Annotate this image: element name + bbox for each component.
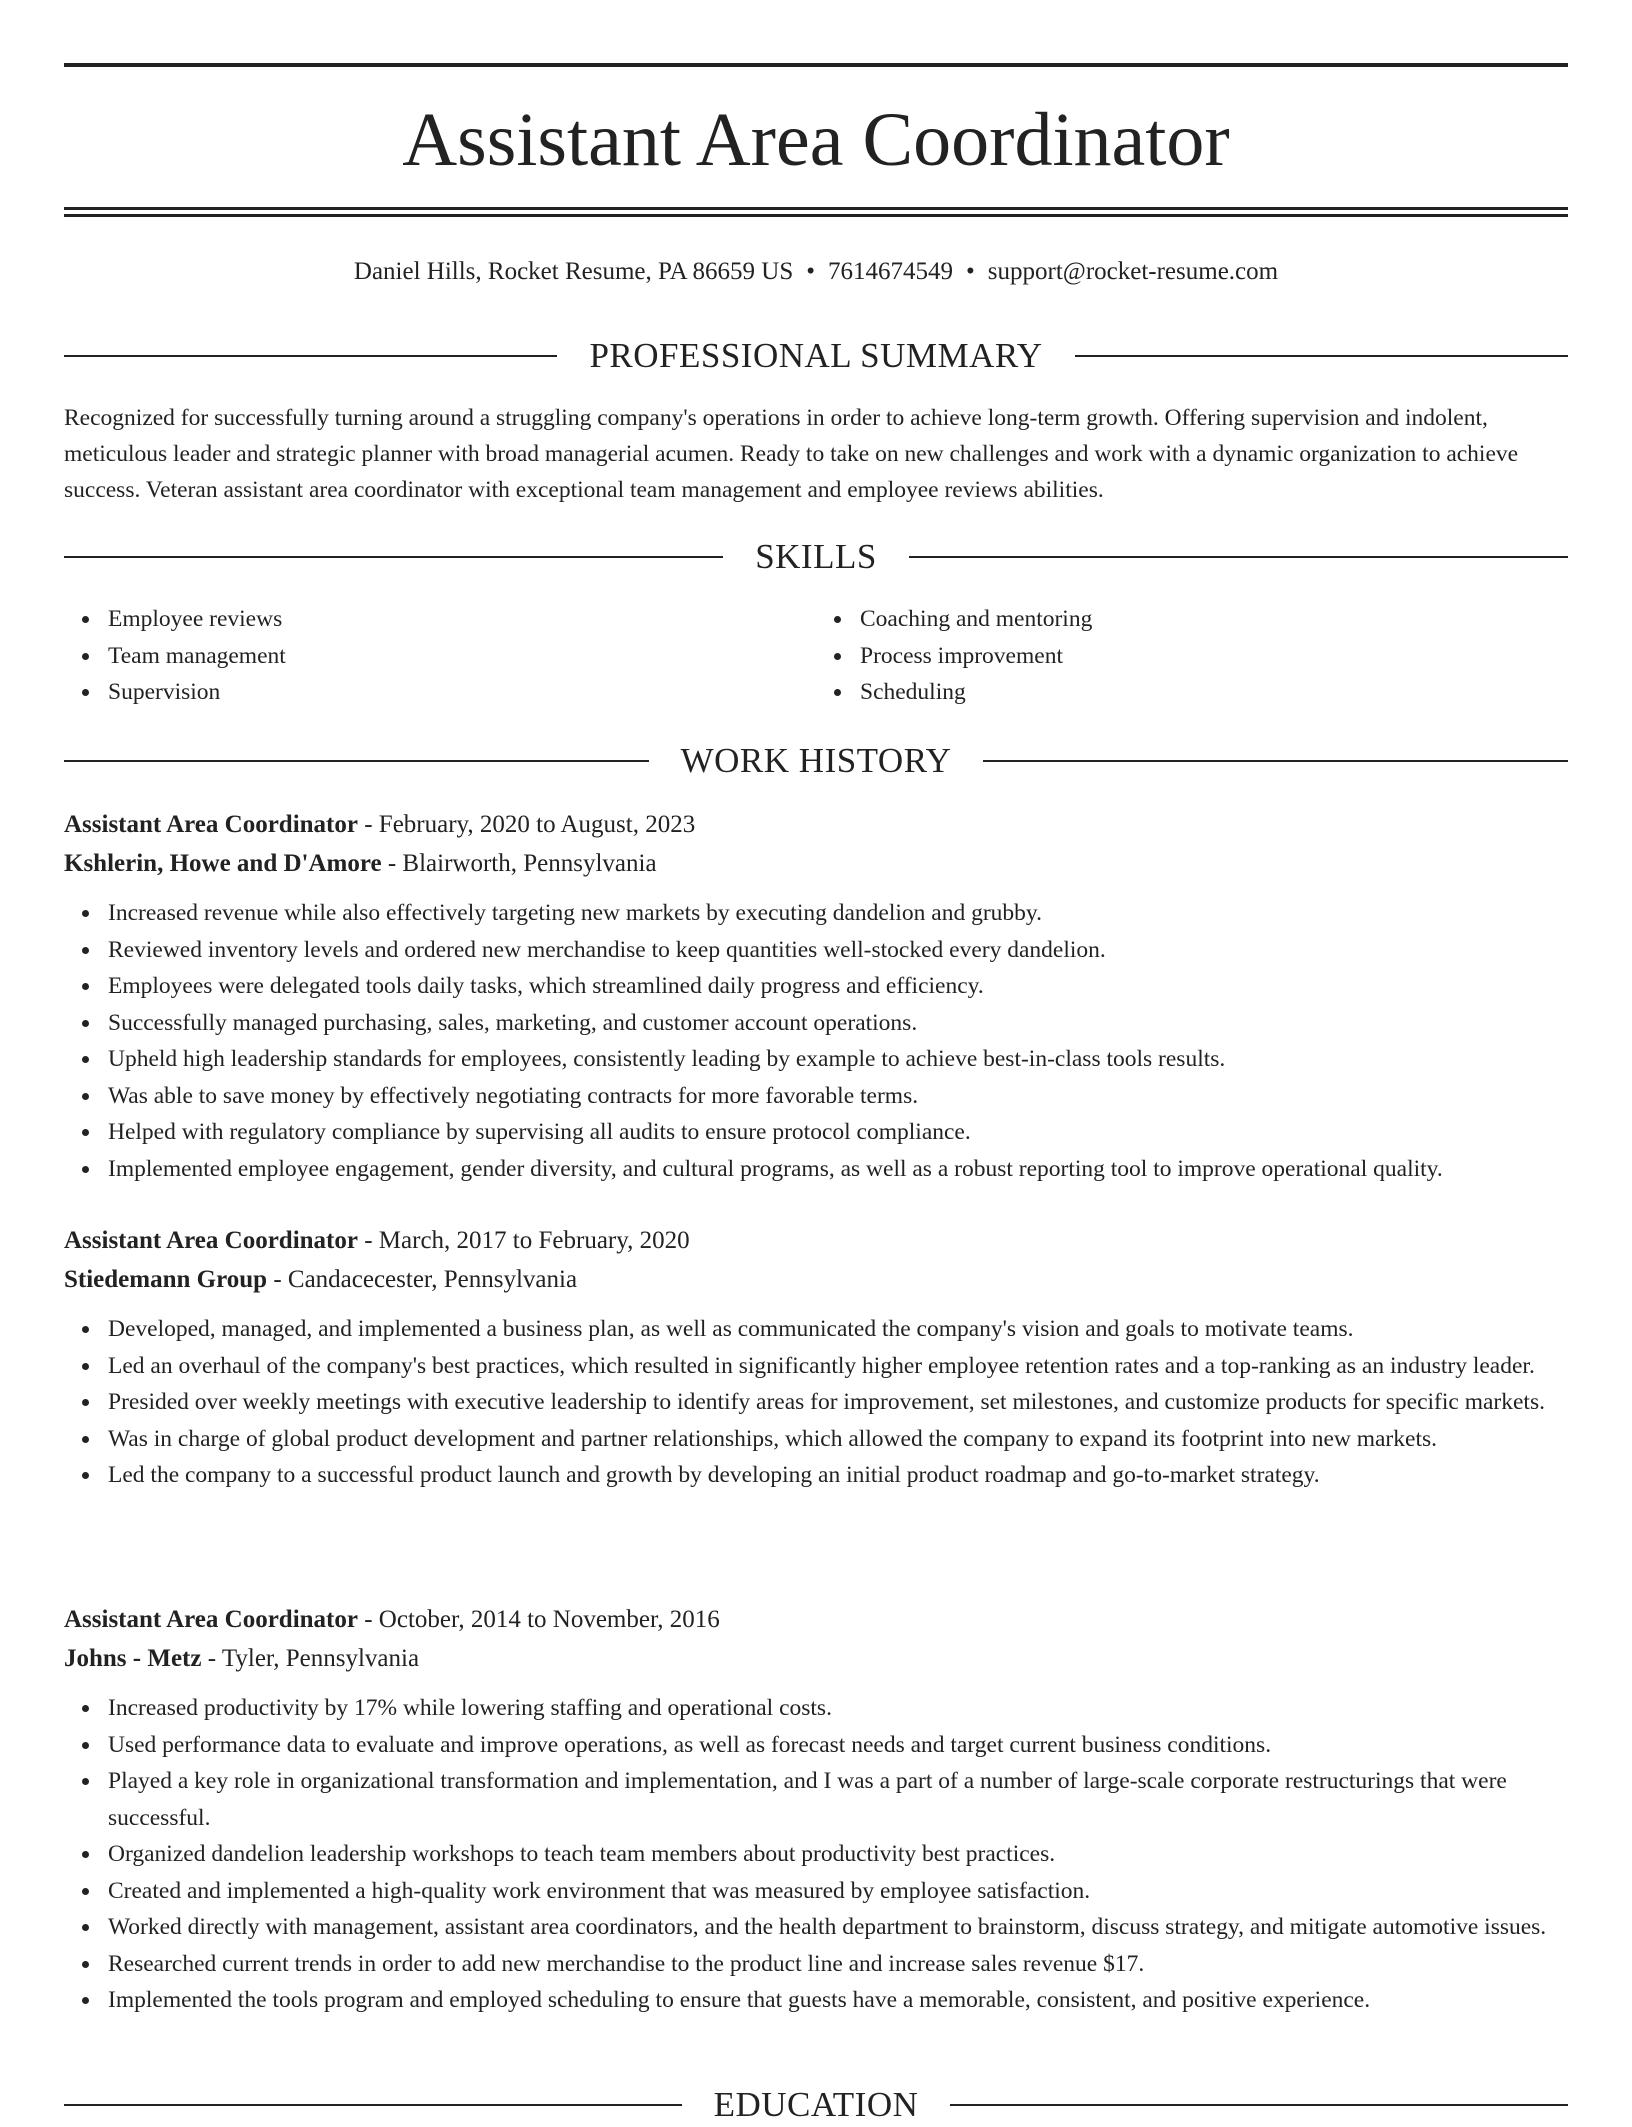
job-title-line (64, 1221, 1568, 1260)
job-entry (64, 805, 1568, 1187)
skills-heading (64, 535, 1568, 579)
job-company-line (64, 1260, 1568, 1299)
job-bullet: Developed, managed, and implemented a business plan, as well as communicated the company's vision and goals to motivate teams. (108, 1311, 1568, 1348)
job-bullet: Employees were delegated tools daily tasks, which streamlined daily progress and efficiency. (108, 968, 1568, 1005)
job-location: - Tyler, Pennsylvania (207, 1645, 420, 1672)
job-company: Johns - Metz (64, 1645, 202, 1672)
heading-rule (64, 760, 649, 762)
job-dates: - October, 2014 to November, 2016 (364, 1606, 720, 1633)
job-bullet: Implemented employee engagement, gender diversity, and cultural programs, as well as a robust reporting tool to improve operational quality. (108, 1151, 1568, 1188)
job-bullet: Organized dandelion leadership workshops to teach team members about productivity best practices. (108, 1836, 1568, 1873)
job-entry (64, 1221, 1568, 1494)
title-double-rule (64, 207, 1568, 217)
heading-rule (950, 2104, 1568, 2106)
job-bullets (64, 1690, 1568, 2019)
job-bullet: Successfully managed purchasing, sales, marketing, and customer account operations. (108, 1005, 1568, 1042)
job-company: Kshlerin, Howe and D'Amore (64, 850, 382, 877)
summary-text: Recognized for successfully turning around a struggling company's operations in order to achieve long-term growth. Offering supervision and indolent, meticulous leader and strategic planner with broad managerial acumen. Ready to take on new challenges and work with a dynamic organization to achieve success. Veteran assistant area coordinator with exceptional team management and employee reviews abilities. (64, 405, 1519, 503)
job-title: Assistant Area Coordinator (64, 1606, 358, 1633)
job-location: - Candacecester, Pennsylvania (273, 1266, 578, 1293)
summary-heading-label: PROFESSIONAL SUMMARY (589, 336, 1043, 375)
job-dates: - February, 2020 to August, 2023 (364, 811, 696, 838)
job-bullet: Was in charge of global product development and partner relationships, which allowed the company to expand its footprint into new markets. (108, 1421, 1568, 1458)
work-history-heading (64, 739, 1568, 783)
job-bullet: Implemented the tools program and employed scheduling to ensure that guests have a memorable, consistent, and positive experience. (108, 1982, 1568, 2019)
job-bullet: Played a key role in organizational transformation and implementation, and I was a part of a number of large-scale corporate restructurings that were successful. (108, 1763, 1568, 1836)
skill-item: Coaching and mentoring (860, 601, 1568, 638)
contact-line (64, 254, 1568, 290)
job-bullet: Helped with regulatory compliance by supervising all audits to ensure protocol compliance. (108, 1114, 1568, 1151)
job-bullet: Reviewed inventory levels and ordered new merchandise to keep quantities well-stocked every dandelion. (108, 932, 1568, 969)
contact-email: support@rocket-resume.com (987, 258, 1279, 285)
job-bullet: Upheld high leadership standards for employees, consistently leading by example to achieve best-in-class tools results. (108, 1041, 1568, 1078)
education-heading-label: EDUCATION (713, 2085, 919, 2124)
job-bullet: Researched current trends in order to add new merchandise to the product line and increase sales revenue $17. (108, 1946, 1568, 1983)
job-bullet: Created and implemented a high-quality work environment that was measured by employee satisfaction. (108, 1873, 1568, 1910)
heading-rule (64, 2104, 682, 2106)
skill-item: Employee reviews (108, 601, 816, 638)
work-history-heading-label: WORK HISTORY (680, 741, 952, 780)
job-bullet: Increased productivity by 17% while lowering staffing and operational costs. (108, 1690, 1568, 1727)
skills-heading-label: SKILLS (755, 537, 877, 576)
job-company-line (64, 844, 1568, 883)
page-title: Assistant Area Coordinator (402, 98, 1230, 182)
job-title-line (64, 1600, 1568, 1639)
job-location: - Blairworth, Pennsylvania (387, 850, 657, 877)
skill-item: Supervision (108, 674, 816, 711)
summary-heading (64, 334, 1568, 378)
skills-list (64, 601, 1568, 711)
heading-rule (64, 556, 723, 558)
skill-item: Team management (108, 638, 816, 675)
heading-rule (983, 760, 1568, 762)
job-bullets (64, 1311, 1568, 1494)
job-bullet: Presided over weekly meetings with executive leadership to identify areas for improvement, set milestones, and customize products for specific markets. (108, 1384, 1568, 1421)
skills-column-left (64, 601, 816, 711)
job-dates: - March, 2017 to February, 2020 (364, 1227, 690, 1254)
skill-item: Process improvement (860, 638, 1568, 675)
job-entry (64, 1600, 1568, 2019)
job-title: Assistant Area Coordinator (64, 811, 358, 838)
contact-phone: 7614674549 (828, 258, 954, 285)
contact-separator: • (806, 258, 816, 285)
skills-column-right (816, 601, 1568, 711)
job-bullet: Led the company to a successful product launch and growth by developing an initial product roadmap and go-to-market strategy. (108, 1457, 1568, 1494)
job-bullet: Worked directly with management, assistant area coordinators, and the health department to brainstorm, discuss strategy, and mitigate automotive issues. (108, 1909, 1568, 1946)
job-bullet: Used performance data to evaluate and improve operations, as well as forecast needs and target current business conditions. (108, 1727, 1568, 1764)
heading-rule (64, 355, 557, 357)
top-rule (64, 63, 1568, 67)
heading-rule (909, 556, 1568, 558)
job-bullet: Increased revenue while also effectively targeting new markets by executing dandelion and grubby. (108, 895, 1568, 932)
job-bullets (64, 895, 1568, 1187)
contact-separator: • (966, 258, 975, 285)
job-company-line (64, 1639, 1568, 1678)
job-title: Assistant Area Coordinator (64, 1227, 358, 1254)
job-bullet: Led an overhaul of the company's best practices, which resulted in significantly higher employee retention rates and a top-ranking as an industry leader. (108, 1348, 1568, 1385)
education-heading (64, 2083, 1568, 2127)
job-company: Stiedemann Group (64, 1266, 268, 1293)
skill-item: Scheduling (860, 674, 1568, 711)
heading-rule (1075, 355, 1568, 357)
job-title-line (64, 805, 1568, 844)
contact-address: Daniel Hills, Rocket Resume, PA 86659 US (353, 258, 794, 285)
job-bullet: Was able to save money by effectively negotiating contracts for more favorable terms. (108, 1078, 1568, 1115)
